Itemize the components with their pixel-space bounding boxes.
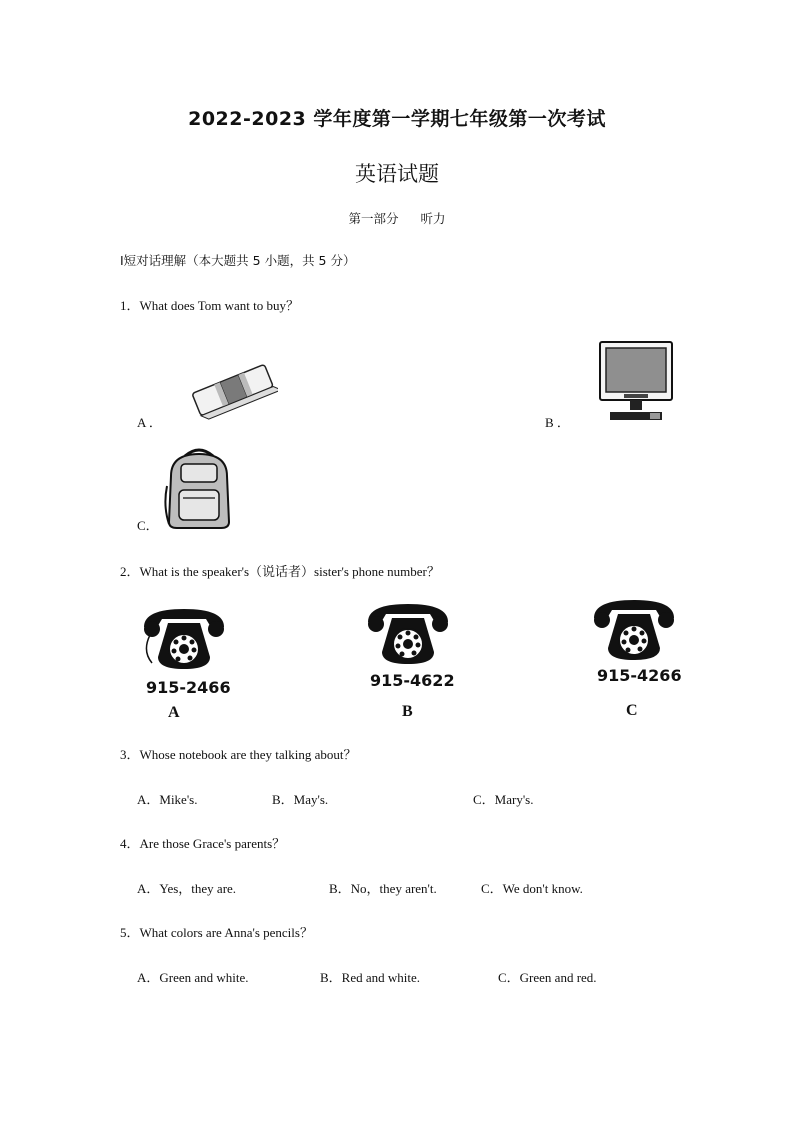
section-heading: Ⅰ短对话理解（本大题共 5 小题，共 5 分） xyxy=(120,253,356,268)
computer-monitor-icon xyxy=(598,340,676,424)
phone-number-a: 915-2466 xyxy=(146,678,231,697)
phone-letter-c: C xyxy=(626,702,638,719)
question-1: 1．What does Tom want to buy？ xyxy=(120,298,300,313)
question-5: 5．What colors are Anna's pencils？ xyxy=(120,925,313,940)
q1-option-a-label: A ． xyxy=(137,415,162,430)
q5-option-c: C．Green and red. xyxy=(498,970,597,985)
q4-option-b: B．No，they aren't. xyxy=(329,881,437,896)
telephone-icon xyxy=(140,605,228,675)
q5-option-a: A．Green and white. xyxy=(137,970,249,985)
q3-option-b: B．May's. xyxy=(272,792,329,807)
backpack-icon xyxy=(163,446,235,530)
phone-number-b: 915-4622 xyxy=(370,671,455,690)
telephone-icon xyxy=(364,600,452,670)
question-2: 2．What is the speaker's（说话者）sister's phone number？ xyxy=(120,564,440,579)
part-heading: 第一部分 听力 xyxy=(348,211,446,226)
phone-letter-a: A xyxy=(168,704,180,721)
eraser-icon xyxy=(188,360,278,422)
q3-option-c: C．Mary's. xyxy=(473,792,534,807)
q5-option-b: B．Red and white. xyxy=(320,970,421,985)
question-3: 3．Whose notebook are they talking about？ xyxy=(120,747,357,762)
q3-option-a: A．Mike's. xyxy=(137,792,198,807)
q4-option-a: A．Yes，they are. xyxy=(137,881,237,896)
q4-option-c: C．We don't know. xyxy=(481,881,583,896)
q1-option-b-label: B ． xyxy=(545,415,570,430)
phone-letter-b: B xyxy=(402,703,413,720)
telephone-icon xyxy=(590,596,678,666)
q1-option-c-label: C． xyxy=(137,518,159,533)
exam-subtitle: 英语试题 xyxy=(355,162,439,186)
phone-number-c: 915-4266 xyxy=(597,666,682,685)
question-4: 4．Are those Grace's parents？ xyxy=(120,836,286,851)
exam-title: 2022-2023 学年度第一学期七年级第一次考试 xyxy=(188,108,606,130)
